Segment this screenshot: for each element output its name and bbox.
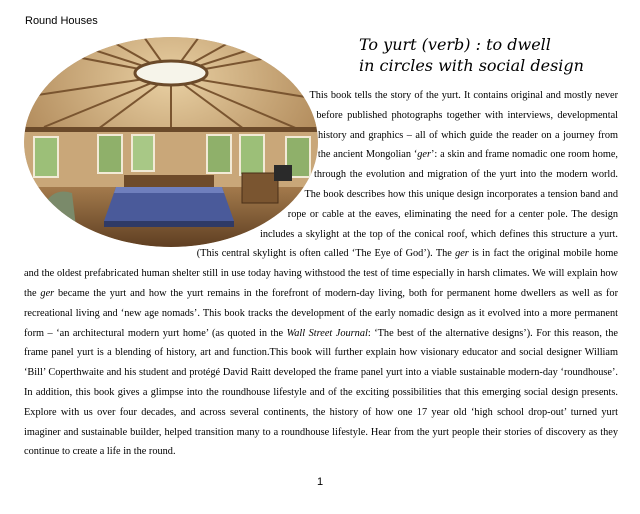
page-heading — [326, 34, 626, 76]
body-text — [24, 86, 618, 462]
page-number: 1 — [316, 476, 324, 488]
skylight — [135, 61, 207, 85]
heading-line-2: in circles with social design — [359, 56, 584, 75]
running-header: Round Houses — [25, 15, 98, 27]
body-paragraph: This book tells the story of the yurt. It contains original and mostly never before published photographs together with interviews, developmental history and graphics – all of which guide the reader on a journey from the ancient Mongolian ‘ger’: a skin and frame nomadic one room home, through the evolution and migration of the yurt into the modern world. The book describes how this unique design incorporates a tension band and rope or cable at the eaves, eliminating the need for a center pole. The design includes a skylight at the top of the conical roof, which defines this structure a yurt. (This central skylight is often called ‘The Eye of God’). The ger is in fact the original mobile home and the oldest prefabricated human shelter still in use today having withstood the test of time especially in harsh climates. We will explain how the ger became the yurt and how the yurt remains in the forefront of modern-day living, both for permanent home dwellers as well as for recreational living and ‘new age nomads’. This book tracks the development of the early nomadic design as it evolved into a more permanent form – ‘an architectural modern yurt home’ (as quoted in the Wall Street Journal: ‘The best of the alternative designs’). For this reason, the frame panel yurt is a blending of history, art and function.This book will further explain how visionary educator and social designer William ‘Bill’ Coperthwaite and his student and protégé David Raitt developed the frame panel yurt into a viable sustainable modern-day ‘roundhouse’. In addition, this book gives a glimpse into the roundhouse lifestyle and of the exciting possibilities that this emerging social design presents. Explore with us over four decades, and across several continents, the history of how one 17 year old ‘high school drop-out’ turned yurt imaginer and sustainable builder, helped transition many to a roundhouse lifestyle. Hear from the yurt people their stories of discovery as they continue to create a life in the round. — [24, 90, 618, 458]
heading-line-1: To yurt (verb) : to dwell — [359, 35, 551, 54]
